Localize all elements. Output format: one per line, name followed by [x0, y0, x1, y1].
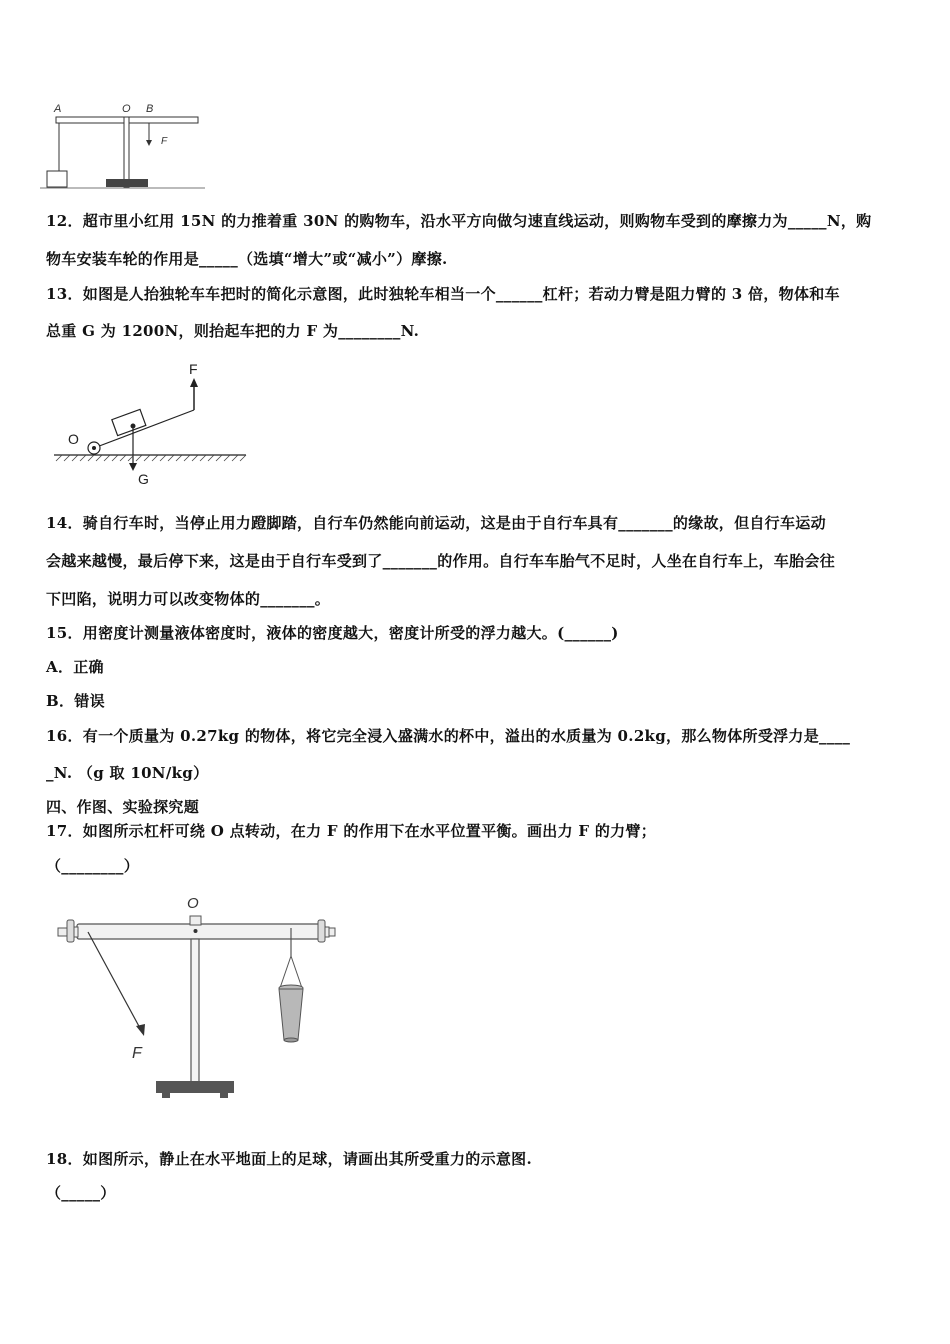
- q12-line2: 物车安装车轮的作用是_____（选填“增大”或“减小”）摩擦.: [46, 250, 448, 268]
- q13-line2: 总重 G 为 1200N，则抬起车把的力 F 为________N.: [46, 322, 420, 340]
- q14-line1: 14．骑自行车时，当停止用力蹬脚踏，自行车仍然能向前运动，这是由于自行车具有_______的缘故，但自行车运动: [46, 514, 826, 532]
- label-o: O: [187, 895, 199, 912]
- q17-answer-blank: （________）: [46, 857, 140, 875]
- label-o: O: [122, 103, 131, 115]
- q16-line1: 16．有一个质量为 0.27kg 的物体，将它完全浸入盛满水的杯中，溢出的水质量为 0.2kg，那么物体所受浮力是____: [46, 727, 851, 745]
- gravity-g-arrowhead: [129, 463, 137, 471]
- force-f-line: [88, 932, 141, 1030]
- lever-bar: [77, 924, 325, 939]
- force-f-arrowhead: [136, 1024, 145, 1036]
- label-a: A: [54, 103, 62, 115]
- barrow-handle: [94, 410, 194, 448]
- pivot-clamp: [190, 916, 201, 925]
- label-f: F: [132, 1045, 142, 1062]
- q15-stem: 15．用密度计测量液体密度时，液体的密度越大，密度计所受的浮力越大。(______): [46, 624, 619, 642]
- label-b: B: [146, 103, 154, 115]
- q16-line2: _N. （g 取 10N/kg）: [46, 764, 209, 782]
- label-f: F: [161, 136, 168, 147]
- q18-answer-blank: （_____）: [46, 1184, 116, 1202]
- force-f-arrowhead: [190, 378, 198, 387]
- ground-hatching: [56, 455, 246, 461]
- section-heading: 四、作图、实验探究题: [46, 798, 200, 816]
- stand-pole: [191, 939, 199, 1082]
- pivot-point: [194, 929, 198, 933]
- stand-base: [106, 179, 148, 187]
- label-g: G: [138, 471, 149, 487]
- lever-block-figure: [40, 98, 205, 193]
- q15-option-b: B．错误: [46, 692, 105, 710]
- lever-stand-figure: [52, 890, 342, 1102]
- stand-base: [156, 1081, 234, 1093]
- left-nut: [67, 920, 74, 942]
- pivot-post: [124, 117, 129, 187]
- q17-stem: 17．如图所示杠杆可绕 O 点转动，在力 F 的作用下在水平位置平衡。画出力 F 的力臂；: [46, 822, 657, 840]
- q18-stem: 18．如图所示，静止在水平地面上的足球，请画出其所受重力的示意图.: [46, 1150, 532, 1168]
- label-o: O: [68, 431, 79, 447]
- load-box: [112, 409, 146, 435]
- q15-option-a: A．正确: [46, 658, 104, 676]
- q13-line1: 13．如图是人抬独轮车车把时的简化示意图，此时独轮车相当一个______杠杆；若动力臂是阻力臂的 3 倍，物体和车: [46, 285, 840, 303]
- wheelbarrow-figure: [52, 356, 252, 491]
- q14-line2: 会越来越慢，最后停下来，这是由于自行车受到了_______的作用。自行车车胎气不足时，人坐在自行车上，车胎会往: [46, 552, 836, 570]
- label-f: F: [189, 361, 198, 377]
- right-nut: [318, 920, 325, 942]
- hanging-weight: [279, 989, 303, 1040]
- force-arrowhead: [146, 140, 152, 146]
- block: [47, 171, 67, 187]
- q14-line3: 下凹陷，说明力可以改变物体的_______。: [46, 590, 331, 608]
- q12-line1: 12．超市里小红用 15N 的力推着重 30N 的购物车，沿水平方向做匀速直线运动，则购物车受到的摩擦力为_____N，购: [46, 212, 872, 230]
- hook: [280, 956, 302, 988]
